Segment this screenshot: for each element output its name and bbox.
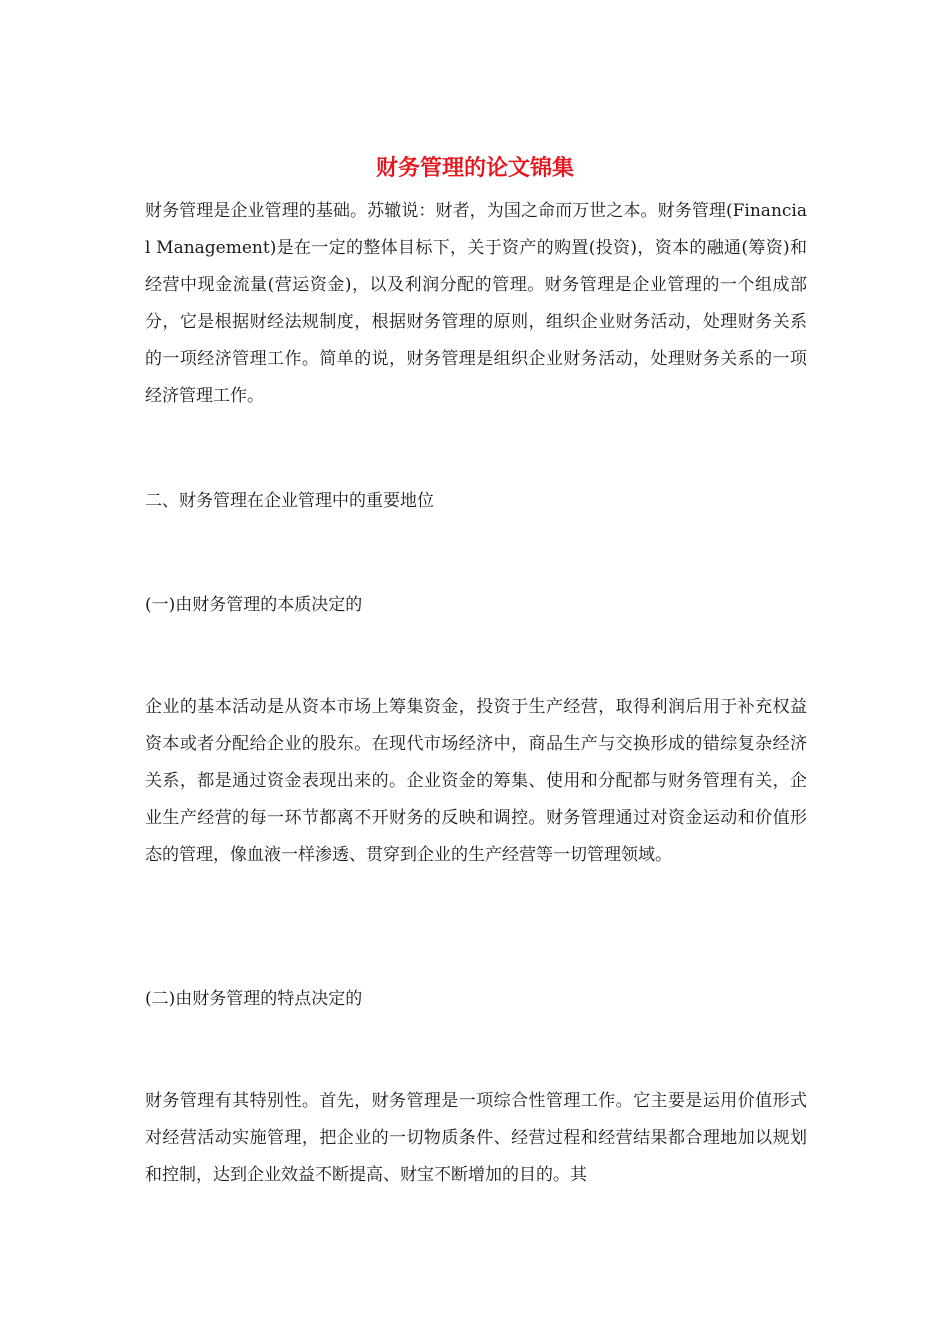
intro-paragraph: 财务管理是企业管理的基础。苏辙说：财者，为国之命而万世之本。财务管理(Financial Management)是在一定的整体目标下，关于资产的购置(投资)，资本的融通(筹资)和经营中现金流量(营运资金)，以及利润分配的管理。财务管理是企业管理的一个组成部分，它是根据财经法规制度，根据财务管理的原则，组织企业财务活动，处理财务关系的一项经济管理工作。简单的说，财务管理是组织企业财务活动，处理财务关系的一项经济管理工作。 [145,201,807,406]
document-title: 财务管理的论文锦集 [375,155,574,181]
subsection-heading-1: (一)由财务管理的本质决定的 [145,595,363,615]
subsection-paragraph-2: 财务管理有其特别性。首先，财务管理是一项综合性管理工作。它主要是运用价值形式对经营活动实施管理，把企业的一切物质条件、经营过程和经营结果都合理地加以规划和控制，达到企业效益不断提高、财宝不断增加的目的。其 [145,1091,807,1185]
subsection-heading-2: (二)由财务管理的特点决定的 [145,989,363,1009]
section-heading: 二、财务管理在企业管理中的重要地位 [145,491,434,511]
subsection-paragraph-1: 企业的基本活动是从资本市场上筹集资金，投资于生产经营，取得利润后用于补充权益资本或者分配给企业的股东。在现代市场经济中，商品生产与交换形成的错综复杂经济关系，都是通过资金表现出来的。企业资金的筹集、使用和分配都与财务管理有关，企业生产经营的每一环节都离不开财务的反映和调控。财务管理通过对资金运动和价值形态的管理，像血液一样渗透、贯穿到企业的生产经营等一切管理领域。 [145,697,807,865]
